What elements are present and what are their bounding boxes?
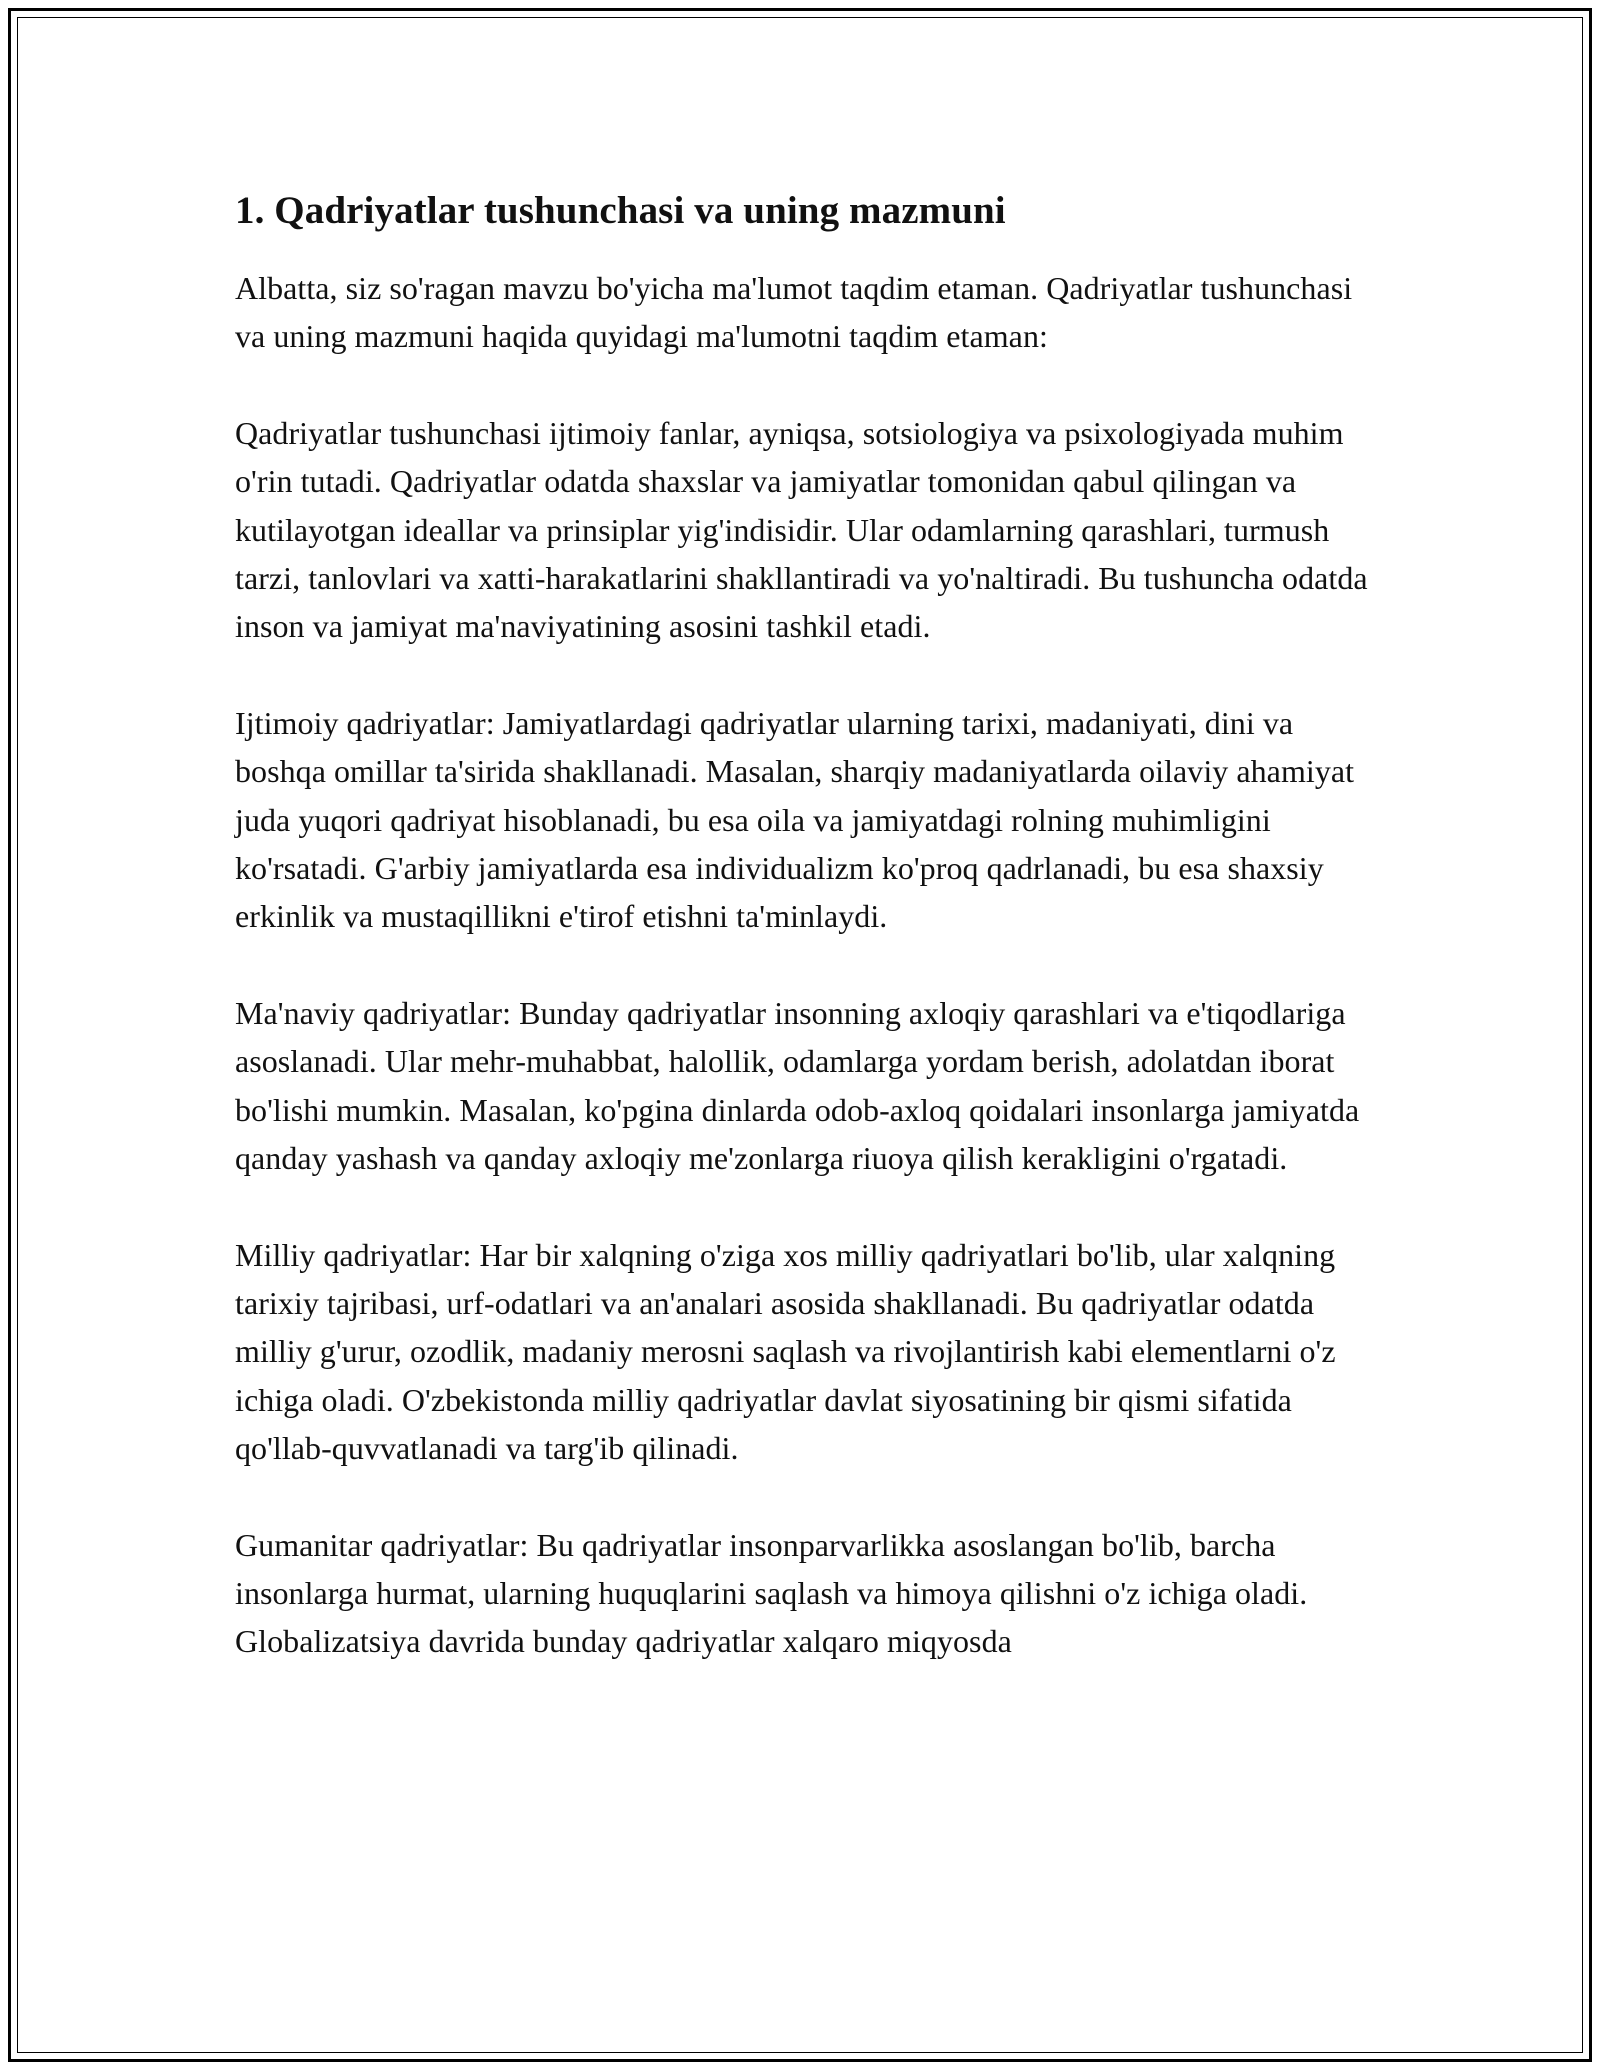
- document-body: [235, 186, 1375, 1714]
- paragraph-humanitarian-values: Gumanitar qadriyatlar: Bu qadriyatlar insonparvarlikka asoslangan bo'lib, barcha insonlarga hurmat, ularning huquqlarini saqlash va himoya qilishni o'z ichiga oladi. Globalizatsiya davrida bunday qadriyatlar xalqaro miqyosda: [235, 1526, 1308, 1660]
- section-heading: 1. Qadriyatlar tushunchasi va uning mazmuni: [235, 189, 1006, 232]
- paragraph-social-values: Ijtimoiy qadriyatlar: Jamiyatlardagi qadriyatlar ularning tarixi, madaniyati, dini va boshqa omillar ta'sirida shakllanadi. Masalan, sharqiy madaniyatlarda oilaviy ahamiyat juda yuqori qadriyat hisoblanadi, bu esa oila va jamiyatdagi rolning muhimligini ko'rsatadi. G'arbiy jamiyatlarda esa individualizm ko'proq qadrlanadi, bu esa shaxsiy erkinlik va mustaqillikni e'tirof etishni ta'minlaydi.: [235, 704, 1355, 935]
- paragraph-intro: Albatta, siz so'ragan mavzu bo'yicha ma'lumot taqdim etaman. Qadriyatlar tushunchasi va uning mazmuni haqida quyidagi ma'lumotni taqdim etaman:: [235, 270, 1353, 355]
- paragraph-spiritual-values: Ma'naviy qadriyatlar: Bunday qadriyatlar insonning axloqiy qarashlari va e'tiqodlariga asoslanadi. Ular mehr-muhabbat, halollik, odamlarga yordam berish, adolatdan iborat bo'lishi mumkin. Masalan, ko'pgina dinlarda odob-axloq qoidalari insonlarga jamiyatda qanday yashash va qanday axloqiy me'zonlarga riuoya qilish kerakligini o'rgatadi.: [235, 994, 1360, 1177]
- paragraph-definition: Qadriyatlar tushunchasi ijtimoiy fanlar, ayniqsa, sotsiologiya va psixologiyada muhim o'rin tutadi. Qadriyatlar odatda shaxslar va jamiyatlar tomonidan qabul qilingan va kutilayotgan ideallar va prinsiplar yig'indisidir. Ular odamlarning qarashlari, turmush tarzi, tanlovlari va xatti-harakatlarini shakllantiradi va yo'naltiradi. Bu tushuncha odatda inson va jamiyat ma'naviyatining asosini tashkil etadi.: [235, 414, 1368, 645]
- paragraph-national-values: Milliy qadriyatlar: Har bir xalqning o'ziga xos milliy qadriyatlari bo'lib, ular xalqning tarixiy tajribasi, urf-odatlari va an'analari asosida shakllanadi. Bu qadriyatlar odatda milliy g'urur, ozodlik, madaniy merosni saqlash va rivojlantirish kabi elementlarni o'z ichiga oladi. O'zbekistonda milliy qadriyatlar davlat siyosatining bir qismi sifatida qo'llab-quvvatlanadi va targ'ib qilinadi.: [235, 1236, 1336, 1467]
